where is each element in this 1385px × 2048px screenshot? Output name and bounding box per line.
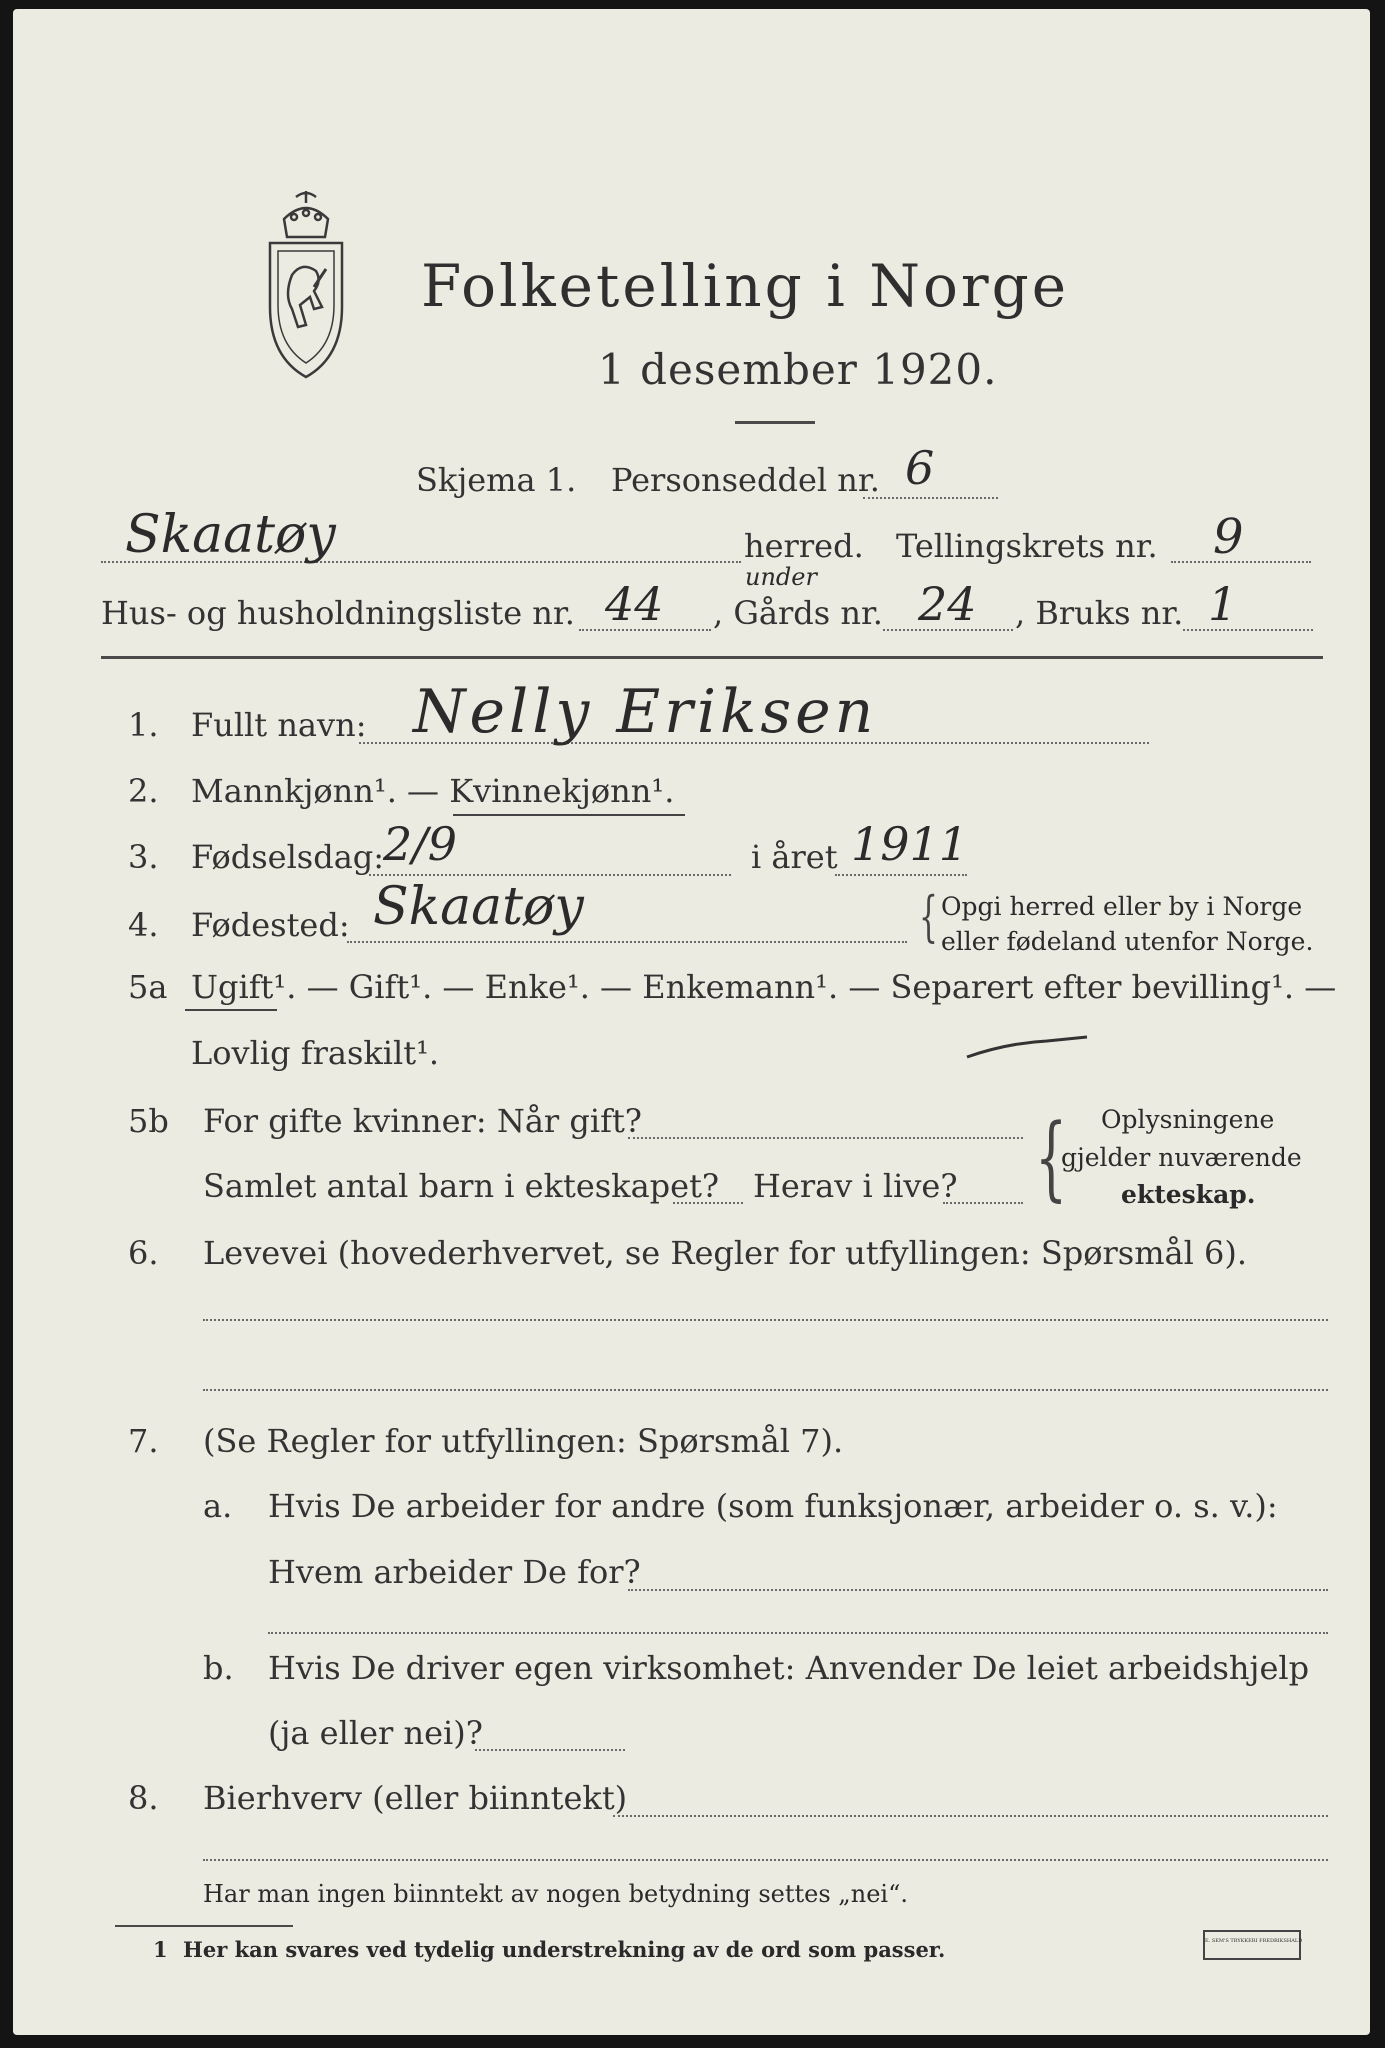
bruks-label: , Bruks nr. <box>1015 594 1184 632</box>
q5b-note-line2: gjelder nuværende <box>1061 1143 1302 1172</box>
title-divider <box>735 421 815 424</box>
q1-number: 1. <box>128 706 159 744</box>
q4-note-brace: { <box>919 885 938 948</box>
q7a-line2: Hvem arbeider De for? <box>268 1553 641 1591</box>
q5a-dash-mark <box>963 1027 1093 1067</box>
norwegian-coat-of-arms-icon <box>256 187 356 387</box>
q8-answer-line-2 <box>203 1859 1328 1861</box>
q5a-number: 5a <box>128 968 168 1006</box>
footnote-rule <box>115 1925 293 1927</box>
personseddel-label: Personseddel nr. <box>611 461 880 499</box>
q1-label: Fullt navn: <box>191 706 367 744</box>
q5a-line2: Lovlig fraskilt¹. <box>191 1034 440 1072</box>
q5b-note-line1: Oplysningene <box>1101 1105 1275 1134</box>
q7b-letter: b. <box>203 1649 234 1687</box>
q7-label: (Se Regler for utfyllingen: Spørsmål 7). <box>203 1422 844 1460</box>
footnote-mark: 1 <box>153 1937 168 1962</box>
q2-underline-kvinnekjonn <box>453 814 685 816</box>
q5b-line2a: Samlet antal barn i ekteskapet? <box>203 1167 720 1205</box>
form-title: Folketelling i Norge <box>421 252 1070 320</box>
husholdningsliste-label: Hus- og husholdningsliste nr. <box>101 594 575 632</box>
q7a-line1: Hvis De arbeider for andre (som funksjonær, arbeider o. s. v.): <box>268 1487 1278 1525</box>
q7b-line1: Hvis De driver egen virksomhet: Anvender De leiet arbeidshjelp <box>268 1649 1310 1687</box>
q7b-line2: (ja eller nei)? <box>268 1714 483 1752</box>
q1-full-name-value: Nelly Eriksen <box>413 677 878 747</box>
printer-mark <box>1203 1930 1301 1960</box>
q4-note-line1: Opgi herred eller by i Norge <box>941 892 1303 921</box>
q5a-line1: Ugift¹. — Gift¹. — Enke¹. — Enkemann¹. — Separert efter bevilling¹. — <box>191 968 1337 1006</box>
q2-label: Mannkjønn¹. — Kvinnekjønn¹. <box>191 772 675 810</box>
tellingskrets-label: Tellingskrets nr. <box>896 527 1158 565</box>
header-rule <box>101 656 1323 659</box>
q8-number: 8. <box>128 1779 159 1817</box>
gards-value: 24 <box>918 577 977 631</box>
census-date: 1 desember 1920. <box>598 345 998 394</box>
q6-answer-line-1 <box>203 1319 1328 1321</box>
personseddel-value: 6 <box>905 441 935 495</box>
q2-number: 2. <box>128 772 159 810</box>
q5b-line2b: Herav i live? <box>753 1167 958 1205</box>
footnote-text: Her kan svares ved tydelig understrekning av de ord som passer. <box>183 1937 946 1962</box>
q4-label: Fødested: <box>191 906 350 944</box>
skjema-label: Skjema 1. <box>416 461 577 499</box>
q3-label: Fødselsdag: <box>191 838 385 876</box>
q7-number: 7. <box>128 1422 159 1460</box>
bruks-value: 1 <box>1208 577 1238 631</box>
herred-value: Skaatøy <box>125 505 336 565</box>
q5b-number: 5b <box>128 1102 169 1140</box>
q5b-line1: For gifte kvinner: Når gift? <box>203 1102 642 1140</box>
printer-mark-text: E. SEM'S TRYKKERI FREDRIKSHALD <box>1205 1938 1303 1944</box>
husholdningsliste-value: 44 <box>605 577 664 631</box>
census-form <box>13 9 1370 2035</box>
q4-birthplace-value: Skaatøy <box>373 877 584 937</box>
q5a-underline-ugift <box>185 1009 277 1011</box>
footer-note: Har man ingen biinntekt av nogen betydning settes „nei“. <box>203 1880 908 1908</box>
q7a-letter: a. <box>203 1487 233 1525</box>
q4-number: 4. <box>128 906 159 944</box>
tellingskrets-value: 9 <box>1213 509 1244 565</box>
q3-year-label: i året <box>751 838 838 876</box>
gards-note: under <box>745 563 817 591</box>
q6-label: Levevei (hovederhvervet, se Regler for utfyllingen: Spørsmål 6). <box>203 1234 1248 1272</box>
q3-birthday-value: 2/9 <box>383 817 458 871</box>
q7a-answer-line-2 <box>268 1632 1328 1634</box>
q5b-note-brace: { <box>1035 1104 1068 1211</box>
q3-number: 3. <box>128 838 159 876</box>
herred-label: herred. <box>744 527 864 565</box>
q5b-note-line3: ekteskap. <box>1121 1180 1256 1209</box>
q6-number: 6. <box>128 1234 159 1272</box>
q6-answer-line-2 <box>203 1389 1328 1391</box>
gards-label: , Gårds nr. <box>713 594 883 632</box>
q3-year-value: 1911 <box>851 817 969 871</box>
q4-note-line2: eller fødeland utenfor Norge. <box>941 927 1314 956</box>
q8-label: Bierhverv (eller biinntekt) <box>203 1779 628 1817</box>
